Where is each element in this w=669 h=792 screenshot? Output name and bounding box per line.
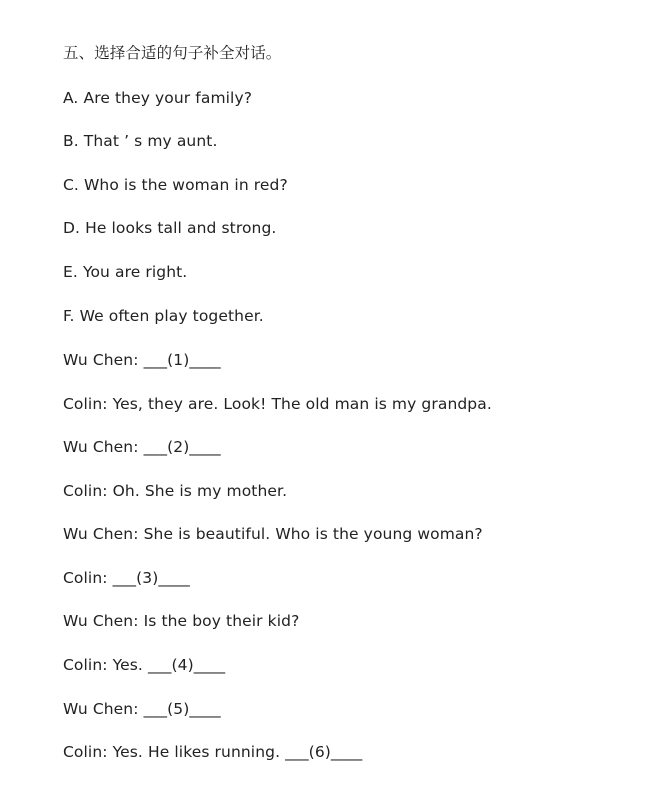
dialogue-line: Wu Chen: ___(5)____ — [63, 700, 221, 718]
option-d: D. He looks tall and strong. — [63, 219, 277, 237]
option-e: E. You are right. — [63, 263, 188, 281]
dialogue-line: Colin: Yes, they are. Look! The old man is my grandpa. — [63, 395, 492, 413]
option-b: B. That ’ s my aunt. — [63, 132, 218, 150]
dialogue-line: Wu Chen: ___(2)____ — [63, 438, 221, 456]
section-title: 五、选择合适的句子补全对话。 — [63, 44, 282, 62]
option-a: A. Are they your family? — [63, 89, 253, 107]
dialogue-line: Colin: Yes. He likes running. ___(6)____ — [63, 743, 363, 761]
dialogue-line: Colin: ___(3)____ — [63, 569, 190, 587]
option-f: F. We often play together. — [63, 307, 264, 325]
dialogue-line: Wu Chen: Is the boy their kid? — [63, 612, 300, 630]
dialogue-line: Colin: Oh. She is my mother. — [63, 482, 288, 500]
option-c: C. Who is the woman in red? — [63, 176, 288, 194]
dialogue-line: Colin: Yes. ___(4)____ — [63, 656, 226, 674]
dialogue-line: Wu Chen: ___(1)____ — [63, 351, 221, 369]
dialogue-line: Wu Chen: She is beautiful. Who is the young woman? — [63, 525, 483, 543]
